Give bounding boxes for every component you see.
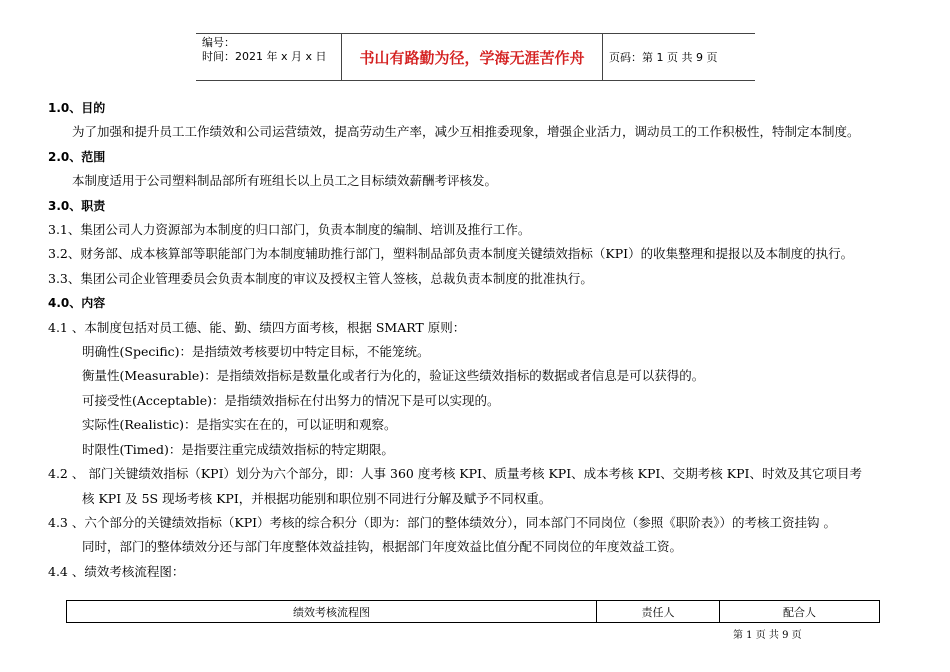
document-time-label: 时间：2021 年 x 月 x 日 [202,50,327,63]
content-item: 4.3 、六个部分的关键绩效指标（KPI）考核的综合积分（即为：部门的整体绩效分），同本部门不同岗位（参照《职阶表》）的考核工资挂钩 。 [48,514,837,530]
content-item: 4.2 、 部门关键绩效指标（KPI）划分为六个部分，即：人事 360 度考核 KPI、质量考核 KPI、成本考核 KPI、交期考核 KPI、时效及其它项目考 [48,466,862,482]
smart-item: 可接受性(Acceptable)：是指绩效指标在付出努力的情况下是可以实现的。 [82,392,500,408]
header-motto: 书山有路勤为径，学海无涯苦作舟 [342,34,603,80]
section-title-content: 4.0、内容 [48,296,106,311]
page-footer: 第 1 页 共 9 页 [733,630,802,641]
smart-item: 实际性(Realistic)：是指实实在在的，可以证明和观察。 [82,417,397,433]
content-item-continuation: 同时，部门的整体绩效分还与部门年度整体效益挂钩，根据部门年度效益比值分配不同岗位的年度效益工资。 [82,539,683,555]
smart-item: 时限性(Timed)：是指要注重完成绩效指标的特定期限。 [82,441,394,457]
flowchart-table-header [66,600,880,623]
responsibility-item: 3.1、集团公司人力资源部为本制度的归口部门，负责本制度的编制、培训及推行工作。 [48,222,531,238]
flowchart-column-header: 绩效考核流程图 [67,601,597,622]
responsible-column-header: 责任人 [597,601,720,622]
section-body-purpose: 为了加强和提升员工工作绩效和公司运营绩效，提高劳动生产率，减少互相推委现象，增强企业活力，调动员工的工作积极性，特制定本制度。 [72,124,860,140]
section-title-purpose: 1.0、目的 [48,101,106,115]
header-page-label: 页码：第 1 页 共 9 页 [609,51,718,64]
content-item: 4.1 、本制度包括对员工德、能、勤、绩四方面考核，根据 SMART 原则： [48,319,466,335]
section-title-responsibility: 3.0、职责 [48,198,106,213]
document-number-label: 编号： [202,36,235,49]
smart-item: 衡量性(Measurable)：是指绩效指标是数量化或者行为化的，验证这些绩效指标的数据或者信息是可以获得的。 [82,368,705,384]
content-item: 4.4 、绩效考核流程图： [48,563,185,579]
document-body [48,96,908,584]
smart-item: 明确性(Specific)：是指绩效考核要切中特定目标，不能笼统。 [82,344,430,360]
responsibility-item: 3.3、集团公司企业管理委员会负责本制度的审议及授权主管人签核，总裁负责本制度的批准执行。 [48,270,593,286]
cooperator-column-header: 配合人 [783,605,816,619]
content-item-continuation: 核 KPI 及 5S 现场考核 KPI，并根据功能别和职位别不同进行分解及赋予不同权重。 [82,490,552,506]
document-header [196,33,755,81]
responsibility-item: 3.2、财务部、成本核算部等职能部门为本制度辅助推行部门，塑料制品部负责本制度关键绩效指标（KPI）的收集整理和提报以及本制度的执行。 [48,246,854,262]
section-title-scope: 2.0、范围 [48,149,106,164]
header-meta [196,34,342,80]
section-body-scope: 本制度适用于公司塑料制品部所有班组长以上员工之目标绩效薪酬考评核发。 [72,173,498,189]
